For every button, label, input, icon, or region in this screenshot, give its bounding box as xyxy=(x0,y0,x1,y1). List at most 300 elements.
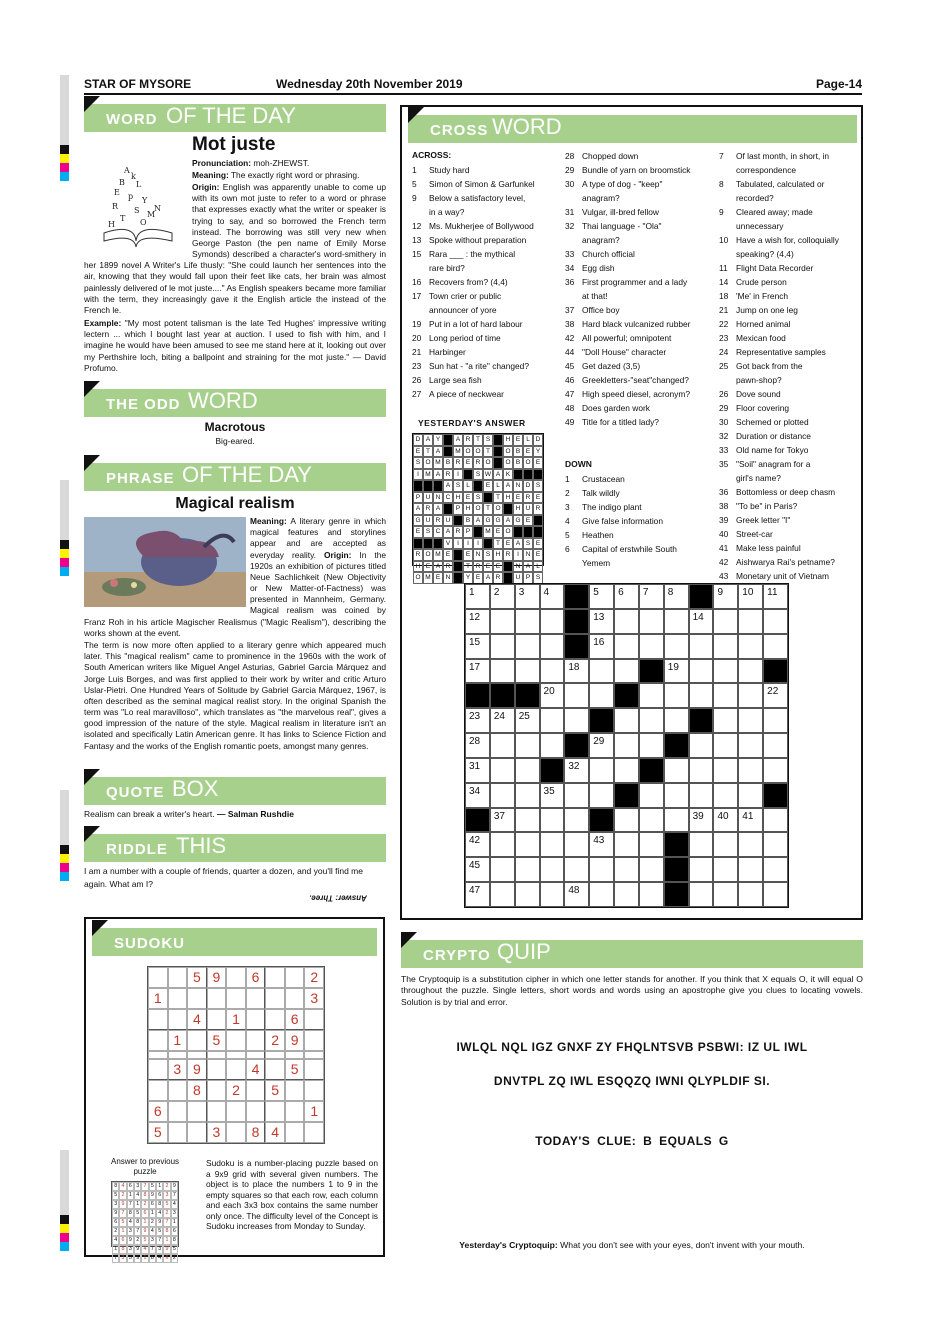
clue-item xyxy=(719,331,861,345)
sudoku-cell[interactable]: 1 xyxy=(304,1101,324,1122)
sudoku-cell[interactable] xyxy=(246,1009,266,1030)
text-wrap-spacer xyxy=(84,516,250,608)
crossword-cell[interactable] xyxy=(763,609,788,634)
sudoku-cell[interactable] xyxy=(226,1101,246,1122)
sudoku-cell[interactable] xyxy=(285,967,305,988)
crossword-cell[interactable] xyxy=(664,634,689,659)
crossword-cell[interactable] xyxy=(763,634,788,659)
sudoku-cell[interactable]: 3 xyxy=(207,1122,227,1143)
crossword-cell[interactable] xyxy=(540,609,565,634)
crossword-cell[interactable]: 10 xyxy=(738,584,763,609)
crossword-cell[interactable]: 7 xyxy=(639,584,664,609)
crossword-cell[interactable] xyxy=(713,634,738,659)
crossword-cell[interactable] xyxy=(664,609,689,634)
crossword-cell[interactable] xyxy=(639,609,664,634)
crossword-cell[interactable] xyxy=(689,882,714,907)
sudoku-cell[interactable]: 2 xyxy=(265,1030,285,1051)
crossword-cell[interactable] xyxy=(614,659,639,684)
crossword-cell[interactable] xyxy=(589,882,614,907)
crossword-cell[interactable] xyxy=(490,832,515,857)
sudoku-cell[interactable] xyxy=(168,1009,188,1030)
crossword-cell[interactable] xyxy=(639,683,664,708)
clue-item xyxy=(719,289,861,303)
sudoku-cell[interactable] xyxy=(207,1051,227,1059)
previous-answer-cell: 2 xyxy=(112,1227,119,1236)
sudoku-cell[interactable]: 4 xyxy=(246,1059,266,1080)
crossword-cell[interactable] xyxy=(540,808,565,833)
crossword-cell[interactable] xyxy=(540,708,565,733)
sudoku-cell[interactable]: 1 xyxy=(168,1030,188,1051)
crossword-cell[interactable] xyxy=(639,882,664,907)
yesterday-cell: O xyxy=(503,457,513,469)
down-clues-col2 xyxy=(719,149,861,583)
crossword-cell[interactable] xyxy=(639,783,664,808)
crossword-cell[interactable] xyxy=(589,758,614,783)
crossword-cell[interactable] xyxy=(738,882,763,907)
previous-answer-cell: 8 xyxy=(127,1209,134,1218)
sudoku-cell[interactable]: 9 xyxy=(187,1059,207,1080)
clue-item xyxy=(719,527,861,541)
sudoku-cell[interactable] xyxy=(148,967,168,988)
clue-number: 5 xyxy=(412,179,417,189)
clue-item xyxy=(719,513,861,527)
crossword-cell xyxy=(515,683,540,708)
crossword-cell[interactable] xyxy=(689,733,714,758)
crossword-cell[interactable] xyxy=(738,857,763,882)
sudoku-cell[interactable] xyxy=(265,1059,285,1080)
crossword-cell[interactable]: 35 xyxy=(540,783,565,808)
sudoku-cell[interactable]: 1 xyxy=(148,988,168,1009)
sudoku-cell[interactable] xyxy=(168,1101,188,1122)
crossword-cell[interactable] xyxy=(763,808,788,833)
previous-answer-cell: 6 xyxy=(141,1209,148,1218)
sudoku-cell[interactable] xyxy=(265,988,285,1009)
clue-text: Dove sound xyxy=(736,389,781,399)
crossword-cell[interactable]: 12 xyxy=(465,609,490,634)
crossword-cell[interactable]: 11 xyxy=(763,584,788,609)
clue-item xyxy=(719,261,861,275)
crossword-cell[interactable]: 2 xyxy=(490,584,515,609)
crossword-cell[interactable]: 42 xyxy=(465,832,490,857)
crossword-cell[interactable] xyxy=(614,609,639,634)
clue-item xyxy=(565,163,715,177)
crossword-grid[interactable] xyxy=(464,583,789,908)
crossword-cell[interactable] xyxy=(614,708,639,733)
corner-triangle-icon xyxy=(401,932,417,948)
crossword-cell[interactable] xyxy=(664,708,689,733)
sudoku-cell[interactable] xyxy=(148,1030,168,1051)
sudoku-cell[interactable] xyxy=(285,1122,305,1143)
sudoku-cell[interactable] xyxy=(246,1080,266,1101)
clue-text: 'Me' in French xyxy=(736,291,789,301)
crossword-cell[interactable]: 43 xyxy=(589,832,614,857)
crossword-cell[interactable] xyxy=(614,808,639,833)
crossword-cell[interactable]: 14 xyxy=(689,609,714,634)
crossword-cell[interactable] xyxy=(490,882,515,907)
crossword-cell[interactable]: 15 xyxy=(465,634,490,659)
crossword-cell[interactable] xyxy=(738,758,763,783)
sudoku-cell[interactable] xyxy=(304,1051,324,1059)
sudoku-cell[interactable] xyxy=(168,1080,188,1101)
crossword-cell[interactable] xyxy=(490,609,515,634)
sudoku-cell[interactable] xyxy=(304,1009,324,1030)
sudoku-cell[interactable]: 5 xyxy=(285,1059,305,1080)
previous-answer-cell: 2 xyxy=(134,1236,141,1245)
previous-answer-cell: 4 xyxy=(112,1236,119,1245)
crossword-cell[interactable]: 45 xyxy=(465,857,490,882)
crossword-cell[interactable] xyxy=(614,733,639,758)
yesterday-cell xyxy=(443,446,453,458)
sudoku-cell[interactable] xyxy=(304,1059,324,1080)
crossword-cell[interactable] xyxy=(713,708,738,733)
crossword-cell[interactable]: 39 xyxy=(689,808,714,833)
sudoku-cell[interactable] xyxy=(226,967,246,988)
crossword-cell[interactable] xyxy=(713,857,738,882)
previous-answer-cell: 4 xyxy=(127,1218,134,1227)
sudoku-cell[interactable] xyxy=(265,1009,285,1030)
crossword-cell[interactable] xyxy=(713,609,738,634)
crossword-cell[interactable] xyxy=(664,783,689,808)
crossword-cell[interactable]: 16 xyxy=(589,634,614,659)
sudoku-cell[interactable] xyxy=(285,1051,305,1059)
crossword-cell[interactable] xyxy=(515,857,540,882)
crossword-cell[interactable] xyxy=(515,808,540,833)
crossword-cell[interactable]: 48 xyxy=(564,882,589,907)
yesterday-cell: A xyxy=(433,446,443,458)
sudoku-cell[interactable] xyxy=(304,1122,324,1143)
sudoku-cell[interactable] xyxy=(265,1051,285,1059)
print-margin-bar xyxy=(60,790,69,845)
crossword-cell[interactable] xyxy=(490,783,515,808)
crossword-cell xyxy=(465,808,490,833)
clue-item xyxy=(412,247,562,261)
sudoku-cell[interactable]: 4 xyxy=(187,1009,207,1030)
yesterday-cell: U xyxy=(513,572,523,584)
sudoku-cell[interactable] xyxy=(246,1051,266,1059)
crossword-cell[interactable] xyxy=(763,758,788,783)
clue-text: Duration or distance xyxy=(736,431,811,441)
sudoku-cell[interactable] xyxy=(207,1009,227,1030)
crossword-cell[interactable] xyxy=(713,758,738,783)
yesterday-cell: L xyxy=(463,480,473,492)
sudoku-cell[interactable]: 9 xyxy=(285,1030,305,1051)
clue-number: 33 xyxy=(565,249,575,259)
sudoku-cell[interactable] xyxy=(246,1101,266,1122)
crossword-cell[interactable]: 31 xyxy=(465,758,490,783)
sudoku-cell[interactable] xyxy=(148,1051,168,1059)
crossword-cell[interactable]: 18 xyxy=(564,659,589,684)
crossword-cell[interactable] xyxy=(490,733,515,758)
clue-text: recorded? xyxy=(736,193,774,203)
crossword-cell[interactable]: 32 xyxy=(564,758,589,783)
crossword-cell[interactable] xyxy=(664,683,689,708)
sudoku-cell[interactable]: 5 xyxy=(207,1030,227,1051)
clue-item xyxy=(565,219,715,233)
crossword-cell[interactable]: 1 xyxy=(465,584,490,609)
previous-answer-cell: 3 xyxy=(149,1236,156,1245)
clue-item xyxy=(565,205,715,219)
crossword-cell[interactable] xyxy=(540,882,565,907)
crossword-cell[interactable] xyxy=(689,683,714,708)
crossword-cell[interactable] xyxy=(763,832,788,857)
crossword-cell[interactable] xyxy=(763,733,788,758)
crossword-cell[interactable] xyxy=(564,857,589,882)
crossword-cell[interactable] xyxy=(614,758,639,783)
crossword-cell[interactable] xyxy=(515,634,540,659)
clue-item xyxy=(719,359,861,373)
previous-answer-cell: 3 xyxy=(127,1245,134,1254)
sudoku-cell[interactable] xyxy=(148,1080,168,1101)
sudoku-cell[interactable] xyxy=(187,1122,207,1143)
crossword-cell[interactable] xyxy=(689,783,714,808)
crossword-cell[interactable] xyxy=(490,634,515,659)
sudoku-cell[interactable] xyxy=(265,967,285,988)
sudoku-cell[interactable] xyxy=(226,1059,246,1080)
clue-text: Recovers from? (4,4) xyxy=(429,277,508,287)
crossword-cell[interactable]: 17 xyxy=(465,659,490,684)
crossword-cell[interactable] xyxy=(614,882,639,907)
sudoku-cell[interactable] xyxy=(168,988,188,1009)
sudoku-cell[interactable]: 2 xyxy=(226,1080,246,1101)
crossword-cell[interactable] xyxy=(515,832,540,857)
sudoku-grid[interactable] xyxy=(147,966,325,1144)
sudoku-cell[interactable] xyxy=(246,988,266,1009)
crossword-cell[interactable]: 22 xyxy=(763,683,788,708)
sudoku-cell[interactable]: 3 xyxy=(168,1059,188,1080)
yesterday-cell: H xyxy=(503,434,513,446)
crossword-cell[interactable]: 4 xyxy=(540,584,565,609)
sudoku-cell[interactable]: 8 xyxy=(246,1122,266,1143)
crossword-cell[interactable] xyxy=(564,683,589,708)
crossword-cell[interactable] xyxy=(540,857,565,882)
crossword-cell[interactable] xyxy=(738,683,763,708)
clue-text: girl's name? xyxy=(736,473,781,483)
sudoku-cell[interactable] xyxy=(207,988,227,1009)
crossword-cell[interactable] xyxy=(689,659,714,684)
banner-small-text: PHRASE xyxy=(106,469,175,487)
crossword-cell[interactable] xyxy=(713,832,738,857)
sudoku-cell[interactable] xyxy=(226,1051,246,1059)
sudoku-cell[interactable]: 2 xyxy=(304,967,324,988)
sudoku-cell[interactable]: 6 xyxy=(285,1009,305,1030)
sudoku-cell[interactable] xyxy=(207,1101,227,1122)
crossword-cell[interactable] xyxy=(515,733,540,758)
crossword-cell[interactable]: 29 xyxy=(589,733,614,758)
clue-item xyxy=(412,177,562,191)
clue-text: Spoke without preparation xyxy=(429,235,527,245)
cryptoquip-clue: TODAY'S CLUE: B EQUALS G xyxy=(535,1134,729,1148)
crossword-cell[interactable] xyxy=(515,882,540,907)
crossword-cell[interactable] xyxy=(564,808,589,833)
yesterday-cell: I xyxy=(453,469,463,481)
sudoku-cell[interactable] xyxy=(148,1009,168,1030)
crossword-cell[interactable]: 24 xyxy=(490,708,515,733)
yesterday-cell: R xyxy=(493,572,503,584)
banner-big-text: OF THE DAY xyxy=(182,462,312,488)
sudoku-cell[interactable] xyxy=(285,1080,305,1101)
crossword-cell[interactable] xyxy=(738,609,763,634)
crossword-cell[interactable]: 3 xyxy=(515,584,540,609)
crossword-cell[interactable]: 37 xyxy=(490,808,515,833)
sudoku-cell[interactable] xyxy=(246,1030,266,1051)
clue-item xyxy=(412,303,562,317)
previous-answer-cell: 9 xyxy=(171,1182,178,1191)
crossword-cell[interactable] xyxy=(490,758,515,783)
crossword-cell[interactable] xyxy=(664,758,689,783)
crossword-cell[interactable] xyxy=(713,783,738,808)
sudoku-cell[interactable]: 3 xyxy=(304,988,324,1009)
sudoku-cell[interactable] xyxy=(207,1059,227,1080)
crossword-cell[interactable]: 8 xyxy=(664,584,689,609)
crossword-cell[interactable] xyxy=(689,857,714,882)
across-clues-col2 xyxy=(565,149,715,429)
crossword-cell[interactable] xyxy=(540,634,565,659)
sudoku-cell[interactable] xyxy=(168,1122,188,1143)
yesterday-cell: N xyxy=(513,561,523,573)
crossword-cell[interactable]: 47 xyxy=(465,882,490,907)
crossword-cell[interactable] xyxy=(689,832,714,857)
crossword-cell[interactable] xyxy=(540,659,565,684)
crossword-cell[interactable] xyxy=(639,733,664,758)
crossword-cell[interactable]: 40 xyxy=(713,808,738,833)
crossword-cell[interactable]: 5 xyxy=(589,584,614,609)
crossword-cell[interactable]: 25 xyxy=(515,708,540,733)
corner-triangle-icon xyxy=(84,826,100,842)
sudoku-cell[interactable] xyxy=(187,1030,207,1051)
sudoku-cell[interactable] xyxy=(226,988,246,1009)
crossword-cell[interactable] xyxy=(689,758,714,783)
crossword-cell[interactable] xyxy=(490,659,515,684)
sudoku-cell[interactable] xyxy=(187,1101,207,1122)
crossword-cell[interactable] xyxy=(639,832,664,857)
crossword-cell[interactable] xyxy=(614,832,639,857)
sudoku-cell[interactable]: 5 xyxy=(187,967,207,988)
crossword-cell[interactable] xyxy=(515,659,540,684)
crossword-cell[interactable] xyxy=(515,758,540,783)
page-header xyxy=(84,75,862,95)
crossword-cell[interactable]: 34 xyxy=(465,783,490,808)
sudoku-cell[interactable] xyxy=(148,1059,168,1080)
crossword-cell[interactable] xyxy=(738,634,763,659)
clue-item xyxy=(719,163,861,177)
crossword-cell[interactable] xyxy=(564,832,589,857)
sudoku-cell[interactable] xyxy=(304,1080,324,1101)
sudoku-cell[interactable]: 5 xyxy=(265,1080,285,1101)
sudoku-cell[interactable] xyxy=(304,1030,324,1051)
crossword-cell[interactable] xyxy=(614,634,639,659)
crossword-cell[interactable] xyxy=(639,857,664,882)
crossword-cell[interactable] xyxy=(664,808,689,833)
previous-answer-cell: 5 xyxy=(156,1227,163,1236)
crossword-cell[interactable] xyxy=(763,857,788,882)
crossword-cell[interactable] xyxy=(589,659,614,684)
crossword-cell[interactable] xyxy=(564,783,589,808)
sudoku-cell[interactable] xyxy=(285,1101,305,1122)
crossword-cell[interactable] xyxy=(713,683,738,708)
crossword-cell[interactable] xyxy=(589,783,614,808)
yesterday-cell: Y xyxy=(463,572,473,584)
sudoku-cell[interactable] xyxy=(285,988,305,1009)
sudoku-cell[interactable]: 1 xyxy=(226,1009,246,1030)
clue-item xyxy=(565,289,715,303)
sudoku-cell[interactable] xyxy=(187,1051,207,1059)
crossword-cell[interactable] xyxy=(515,783,540,808)
crossword-cell[interactable] xyxy=(713,882,738,907)
svg-text:N: N xyxy=(154,204,161,213)
crossword-cell[interactable] xyxy=(713,733,738,758)
crossword-cell[interactable] xyxy=(589,857,614,882)
clue-item xyxy=(565,415,715,429)
clue-number: 21 xyxy=(719,305,729,315)
crossword-cell[interactable] xyxy=(540,832,565,857)
yesterday-cell: I xyxy=(453,538,463,550)
crossword-cell[interactable]: 41 xyxy=(738,808,763,833)
crossword-cell[interactable]: 13 xyxy=(589,609,614,634)
crossword-cell[interactable] xyxy=(639,634,664,659)
crossword-cell[interactable] xyxy=(490,857,515,882)
yesterday-cell xyxy=(533,469,543,481)
yesterday-cell: S xyxy=(473,492,483,504)
crossword-cell[interactable]: 19 xyxy=(664,659,689,684)
crossword-cell[interactable]: 9 xyxy=(713,584,738,609)
sudoku-cell[interactable]: 9 xyxy=(207,967,227,988)
crossword-cell[interactable]: 28 xyxy=(465,733,490,758)
sudoku-cell[interactable] xyxy=(226,1122,246,1143)
crossword-cell[interactable] xyxy=(738,832,763,857)
sudoku-cell[interactable]: 5 xyxy=(148,1122,168,1143)
clue-text: Chopped down xyxy=(582,151,639,161)
crossword-cell[interactable] xyxy=(738,659,763,684)
sudoku-cell[interactable] xyxy=(168,1051,188,1059)
sudoku-cell[interactable] xyxy=(207,1080,227,1101)
sudoku-cell[interactable]: 8 xyxy=(187,1080,207,1101)
crossword-cell[interactable] xyxy=(515,609,540,634)
yesterday-cell: E xyxy=(413,446,423,458)
crossword-cell[interactable]: 6 xyxy=(614,584,639,609)
clue-number: 23 xyxy=(412,361,422,371)
crossword-cell[interactable] xyxy=(639,708,664,733)
sudoku-cell[interactable]: 6 xyxy=(246,967,266,988)
previous-answer-cell: 3 xyxy=(163,1191,170,1200)
crossword-cell[interactable]: 23 xyxy=(465,708,490,733)
clue-number: 9 xyxy=(412,193,417,203)
sudoku-cell[interactable]: 4 xyxy=(265,1122,285,1143)
crossword-cell[interactable] xyxy=(614,857,639,882)
yesterday-cell: E xyxy=(533,549,543,561)
crossword-cell[interactable] xyxy=(689,634,714,659)
crossword-cell[interactable] xyxy=(738,733,763,758)
crossword-cell[interactable]: 20 xyxy=(540,683,565,708)
crossword-cell[interactable] xyxy=(738,783,763,808)
sudoku-cell[interactable]: 6 xyxy=(148,1101,168,1122)
crossword-cell[interactable] xyxy=(738,708,763,733)
yesterday-cell xyxy=(433,538,443,550)
cryptoquip-line-1: IWLQL NQL IGZ GNXF ZY FHQLNTSVB PSBWI: IZ UL IWL xyxy=(456,1040,808,1054)
previous-answer-cell: 8 xyxy=(112,1182,119,1191)
clue-item xyxy=(719,457,861,471)
crossword-cell[interactable] xyxy=(763,882,788,907)
crossword-cell[interactable] xyxy=(589,683,614,708)
crossword-cell[interactable] xyxy=(763,708,788,733)
sudoku-cell[interactable] xyxy=(226,1030,246,1051)
crossword-cell[interactable] xyxy=(540,733,565,758)
sudoku-cell[interactable] xyxy=(168,967,188,988)
sudoku-cell[interactable] xyxy=(187,988,207,1009)
crossword-cell[interactable] xyxy=(713,659,738,684)
crossword-cell[interactable] xyxy=(639,808,664,833)
sudoku-cell[interactable] xyxy=(265,1101,285,1122)
crossword-cell[interactable] xyxy=(564,708,589,733)
